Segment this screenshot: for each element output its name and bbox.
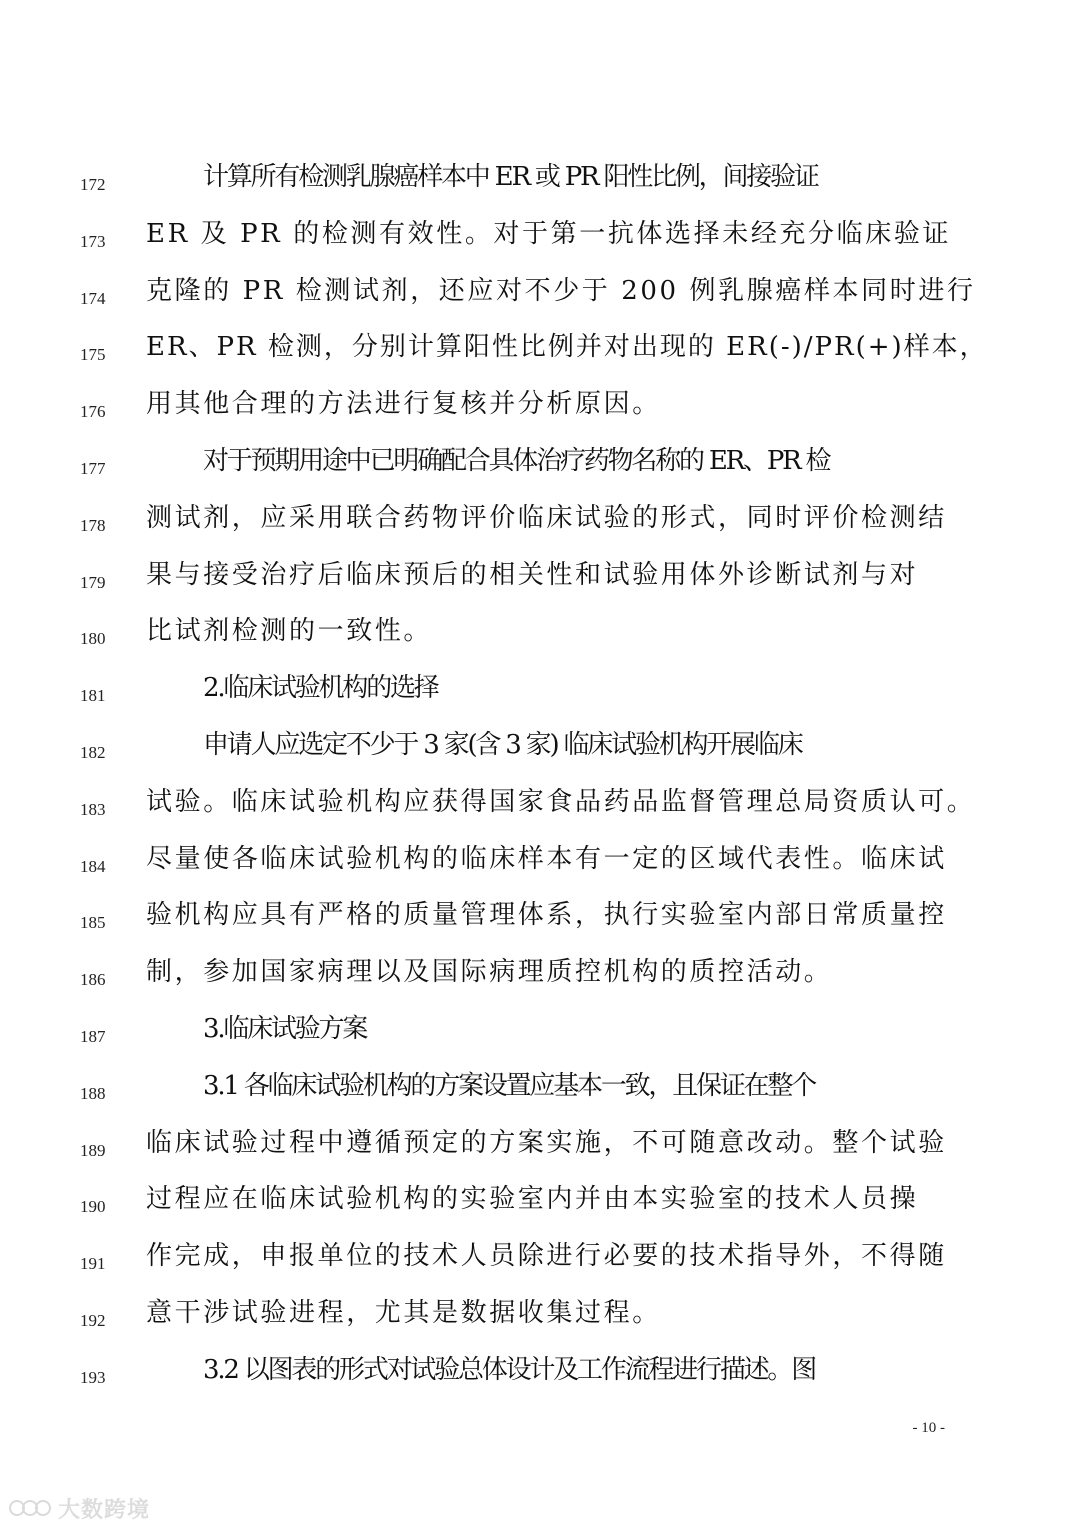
line-number: 173 bbox=[80, 231, 106, 251]
line-text: 计算所有检测乳腺癌样本中 ER 或 PR 阳性比例，间接验证 bbox=[203, 162, 818, 192]
line-number: 177 bbox=[80, 459, 106, 478]
line-text: ER、PR 检测，分别计算阳性比例并对出现的 ER(-)/PR(+)样本， bbox=[146, 332, 988, 363]
line-text: 3.临床试验方案 bbox=[203, 1014, 367, 1044]
line-text: 果与接受治疗后临床预后的相关性和试验用体外诊断试剂与对 bbox=[146, 559, 919, 590]
line-text: 3.1 各临床试验机构的方案设置应基本一致，且保证在整个 bbox=[203, 1070, 816, 1101]
line-number: 186 bbox=[80, 970, 106, 990]
line-number: 193 bbox=[80, 1367, 106, 1387]
line-text: 尽量使各临床试验机构的临床样本有一定的区域代表性。临床试 bbox=[146, 843, 947, 874]
line-text: 制，参加国家病理以及国际病理质控机构的质控活动。 bbox=[146, 957, 833, 988]
line-number: 183 bbox=[80, 799, 106, 819]
line-number: 191 bbox=[80, 1254, 106, 1274]
line-text: 试验。临床试验机构应获得国家食品药品监督管理总局资质认可。 bbox=[146, 786, 976, 817]
line-number: 181 bbox=[80, 686, 106, 706]
document-line bbox=[0, 274, 1080, 331]
line-text: 对于预期用途中已明确配合具体治疗药物名称的 ER、PR 检 bbox=[203, 446, 830, 476]
line-text: 过程应在临床试验机构的实验室内并由本实验室的技术人员操 bbox=[146, 1184, 919, 1215]
document-line bbox=[0, 444, 1080, 501]
document-line bbox=[0, 671, 1080, 728]
document-line bbox=[0, 955, 1080, 1012]
line-number: 182 bbox=[80, 743, 106, 762]
document-line bbox=[0, 728, 1080, 785]
document-line bbox=[0, 387, 1080, 444]
line-number: 192 bbox=[80, 1311, 106, 1330]
line-text: 作完成，申报单位的技术人员除进行必要的技术指导外，不得随 bbox=[146, 1241, 947, 1272]
document-line bbox=[0, 842, 1080, 899]
line-text: 测试剂，应采用联合药物评价临床试验的形式，同时评价检测结 bbox=[146, 502, 947, 533]
line-number: 174 bbox=[80, 288, 106, 308]
document-line bbox=[0, 330, 1080, 387]
line-number: 185 bbox=[80, 913, 106, 933]
line-text: 用其他合理的方法进行复核并分析原因。 bbox=[146, 389, 661, 420]
line-number: 176 bbox=[80, 402, 106, 422]
watermark bbox=[8, 1494, 150, 1522]
line-number: 175 bbox=[80, 345, 106, 365]
document-line bbox=[0, 1296, 1080, 1353]
document-line bbox=[0, 898, 1080, 955]
document-line bbox=[0, 501, 1080, 558]
watermark-text: 大数跨境 bbox=[58, 1497, 151, 1523]
line-text: 验机构应具有严格的质量管理体系，执行实验室内部日常质量控 bbox=[146, 900, 947, 931]
line-number: 179 bbox=[80, 572, 106, 592]
document-line bbox=[0, 1012, 1080, 1069]
line-text: 2.临床试验机构的选择 bbox=[203, 673, 438, 704]
line-number: 172 bbox=[80, 175, 106, 194]
line-text: 申请人应选定不少于 3 家(含 3 家) 临床试验机构开展临床 bbox=[203, 730, 802, 760]
document-line bbox=[0, 1126, 1080, 1183]
watermark-logo-icon bbox=[8, 1497, 52, 1519]
document-line bbox=[0, 1182, 1080, 1239]
document-line bbox=[0, 614, 1080, 671]
line-number: 190 bbox=[80, 1197, 106, 1217]
line-text: 3.2 以图表的形式对试验总体设计及工作流程进行描述。图 bbox=[203, 1354, 816, 1385]
line-number: 189 bbox=[80, 1140, 106, 1160]
line-number: 187 bbox=[80, 1027, 106, 1046]
page-number: - 10 - bbox=[912, 1420, 945, 1436]
document-line bbox=[0, 1353, 1080, 1410]
document-line bbox=[0, 217, 1080, 274]
document-line bbox=[0, 785, 1080, 842]
line-number: 184 bbox=[80, 856, 106, 876]
line-text: 比试剂检测的一致性。 bbox=[146, 616, 433, 647]
line-text: 临床试验过程中遵循预定的方案实施，不可随意改动。整个试验 bbox=[146, 1127, 947, 1158]
line-text: 克隆的 PR 检测试剂，还应对不少于 200 例乳腺癌样本同时进行 bbox=[146, 275, 976, 306]
line-number: 178 bbox=[80, 515, 106, 535]
line-text: ER 及 PR 的检测有效性。对于第一抗体选择未经充分临床验证 bbox=[146, 218, 952, 249]
line-number: 188 bbox=[80, 1083, 106, 1103]
document-line bbox=[0, 160, 1080, 217]
line-number: 180 bbox=[80, 629, 106, 649]
document-line bbox=[0, 558, 1080, 615]
line-text: 意干涉试验进程，尤其是数据收集过程。 bbox=[146, 1298, 661, 1328]
document-line bbox=[0, 1069, 1080, 1126]
document-line bbox=[0, 1239, 1080, 1296]
